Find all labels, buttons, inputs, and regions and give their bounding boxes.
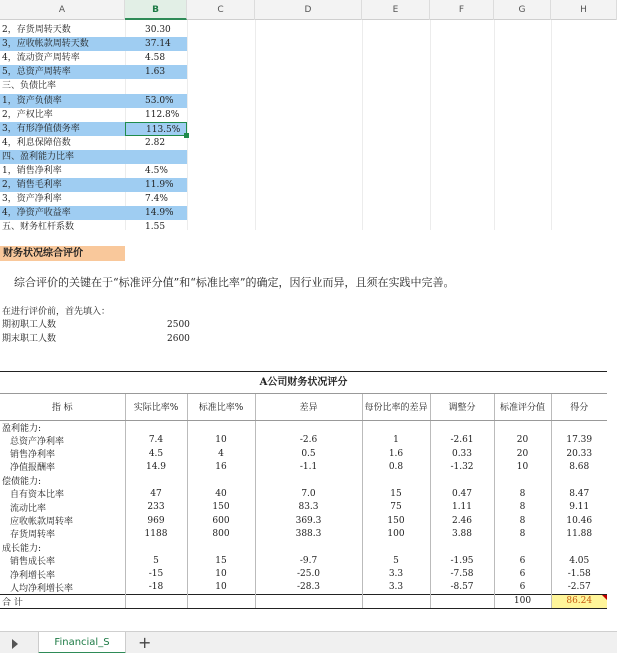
score-value-cell[interactable]: 6	[494, 581, 551, 595]
score-value-cell[interactable]: -1.95	[430, 554, 494, 567]
score-value-cell[interactable]: 0.8	[362, 460, 430, 473]
ratio-row	[0, 23, 617, 37]
score-header-cell[interactable]: 调整分	[430, 394, 494, 420]
score-value-cell[interactable]: 1.6	[362, 447, 430, 460]
score-value-cell[interactable]: 15	[187, 554, 255, 567]
score-value-cell[interactable]	[187, 420, 255, 434]
score-value-cell[interactable]: 15	[362, 487, 430, 500]
column-header-c[interactable]: C	[187, 0, 255, 20]
score-value-cell[interactable]: 8	[494, 487, 551, 500]
score-value-cell[interactable]: 3.88	[430, 527, 494, 540]
column-header-bar	[0, 0, 617, 20]
score-value-cell[interactable]: 1.11	[430, 500, 494, 513]
total-score-cell[interactable]: 86.24	[551, 594, 607, 608]
ratio-value-cell[interactable]: 1.63	[125, 65, 187, 79]
intro-text[interactable]: 综合评价的关键在于“标准评分值”和“标准比率”的确定，因行业而异，且须在实践中完善。	[14, 276, 455, 289]
score-value-cell[interactable]: 5	[362, 554, 430, 567]
score-value-cell[interactable]	[125, 541, 187, 554]
ratio-row	[0, 178, 617, 192]
score-value-cell[interactable]: 0.5	[255, 447, 362, 460]
score-group-label[interactable]: 成长能力:	[2, 543, 42, 554]
employee-row	[2, 332, 192, 346]
employee-row	[2, 318, 192, 332]
score-value-cell[interactable]	[125, 474, 187, 487]
score-row	[0, 514, 607, 527]
score-value-cell[interactable]: 7.0	[255, 487, 362, 500]
score-value-cell[interactable]: 369.3	[255, 514, 362, 527]
add-sheet-button[interactable]: +	[138, 633, 152, 652]
ratio-row	[0, 122, 617, 136]
score-value-cell[interactable]: 150	[362, 514, 430, 527]
ratio-value-cell[interactable]: 1.55	[145, 222, 166, 233]
ratio-row	[0, 150, 617, 164]
score-indicator-cell[interactable]: 应收帐款周转率	[10, 517, 74, 528]
section-title[interactable]: 财务状况综合评价	[0, 246, 125, 261]
empty-cell[interactable]	[362, 594, 430, 608]
score-value-cell[interactable]: -2.6	[255, 434, 362, 447]
score-indicator-cell[interactable]: 净利增长率	[10, 570, 56, 581]
score-value-cell[interactable]: 1188	[125, 527, 187, 540]
score-value-cell[interactable]: 8	[494, 500, 551, 513]
score-row	[0, 527, 607, 540]
ratio-label-cell[interactable]: 3，应收帐款周转天数	[0, 37, 125, 51]
ratio-row	[0, 108, 617, 122]
column-header-f[interactable]: F	[430, 0, 494, 20]
ratio-label-cell[interactable]: 五、财务杠杆系数	[2, 222, 75, 233]
score-row	[0, 460, 607, 473]
score-value-cell[interactable]	[551, 474, 607, 487]
score-value-cell[interactable]	[255, 420, 362, 434]
score-value-cell[interactable]: 10	[494, 460, 551, 473]
score-value-cell[interactable]: 2.46	[430, 514, 494, 527]
score-total-row	[0, 594, 607, 608]
score-value-cell[interactable]	[430, 541, 494, 554]
score-row	[0, 434, 607, 447]
score-table	[0, 371, 607, 609]
ratio-label-cell[interactable]: 2，产权比率	[2, 109, 53, 120]
score-value-cell[interactable]: -2.57	[551, 581, 607, 595]
ratio-label-cell[interactable]: 5，总资产周转率	[0, 65, 125, 79]
score-value-cell[interactable]: -7.58	[430, 567, 494, 580]
score-value-cell[interactable]	[551, 541, 607, 554]
score-value-cell[interactable]: 20	[494, 447, 551, 460]
ratio-value-cell[interactable]: 112.8%	[145, 109, 180, 120]
score-value-cell[interactable]: -1.1	[255, 460, 362, 473]
column-header-d[interactable]: D	[255, 0, 362, 20]
score-table-title[interactable]: A公司财务状况评分	[0, 372, 607, 394]
column-header-h[interactable]: H	[551, 0, 617, 20]
score-value-cell[interactable]: 4.05	[551, 554, 607, 567]
ratio-label-cell[interactable]: 4，利息保障倍数	[2, 137, 71, 148]
empty-cell[interactable]	[187, 594, 255, 608]
score-value-cell[interactable]: -1.58	[551, 567, 607, 580]
score-indicator-cell[interactable]: 销售净利率	[10, 450, 56, 461]
score-value-cell[interactable]	[430, 420, 494, 434]
score-value-cell[interactable]	[494, 541, 551, 554]
ratio-value-cell[interactable]	[125, 150, 187, 164]
score-value-cell[interactable]: 16	[187, 460, 255, 473]
score-value-cell[interactable]	[362, 474, 430, 487]
column-header-b[interactable]: B	[125, 0, 187, 20]
empty-cell[interactable]	[255, 594, 362, 608]
score-value-cell[interactable]: 83.3	[255, 500, 362, 513]
score-row	[0, 487, 607, 500]
score-value-cell[interactable]	[362, 541, 430, 554]
ratio-label-cell[interactable]: 三、负债比率	[2, 81, 57, 92]
score-value-cell[interactable]: -2.61	[430, 434, 494, 447]
score-value-cell[interactable]	[187, 474, 255, 487]
score-row	[0, 581, 607, 595]
column-header-g[interactable]: G	[494, 0, 551, 20]
ratio-row	[0, 65, 617, 79]
sheet-tab-financial[interactable]: Financial_S	[38, 632, 126, 653]
total-label-cell[interactable]: 合 计	[0, 594, 125, 608]
ratio-label-cell[interactable]: 1，销售净利率	[2, 166, 62, 176]
score-value-cell[interactable]	[430, 474, 494, 487]
score-indicator-cell[interactable]: 存货周转率	[10, 530, 56, 541]
score-value-cell[interactable]: 0.33	[430, 447, 494, 460]
score-value-cell[interactable]: 600	[187, 514, 255, 527]
score-value-cell[interactable]: 800	[187, 527, 255, 540]
score-indicator-cell[interactable]: 总资产净利率	[10, 436, 65, 447]
score-value-cell[interactable]	[125, 420, 187, 434]
ratio-row	[0, 164, 617, 178]
score-value-cell[interactable]: 17.39	[551, 434, 607, 447]
ratio-label-cell[interactable]: 2，存货周转天数	[2, 25, 71, 35]
ratio-row	[0, 94, 617, 108]
score-value-cell[interactable]	[494, 474, 551, 487]
score-value-cell[interactable]: 4	[187, 447, 255, 460]
score-value-cell[interactable]	[494, 420, 551, 434]
ratio-row	[0, 136, 617, 150]
score-value-cell[interactable]: 40	[187, 487, 255, 500]
score-indicator-cell[interactable]: 人均净利增长率	[10, 583, 74, 594]
ratio-row	[0, 79, 617, 93]
employee-value-cell[interactable]: 2600	[167, 334, 190, 344]
employee-value-cell[interactable]: 2500	[167, 320, 190, 330]
score-value-cell[interactable]	[362, 420, 430, 434]
ratio-value-cell[interactable]: 14.9%	[125, 206, 187, 220]
employee-label: 期末职工人数	[2, 334, 57, 344]
score-indicator-cell[interactable]: 自有资本比率	[10, 490, 65, 501]
score-value-cell[interactable]: -15	[125, 567, 187, 580]
ratio-value-cell[interactable]: 53.0%	[125, 94, 187, 108]
score-value-cell[interactable]: 3.3	[362, 581, 430, 595]
score-indicator-cell[interactable]: 流动比率	[10, 503, 47, 514]
score-value-cell[interactable]: 8	[494, 527, 551, 540]
score-value-cell[interactable]: 8.47	[551, 487, 607, 500]
score-value-cell[interactable]: 47	[125, 487, 187, 500]
ratio-row	[0, 51, 617, 65]
score-value-cell[interactable]: 10	[187, 581, 255, 595]
score-value-cell[interactable]: 11.88	[551, 527, 607, 540]
score-value-cell[interactable]: -18	[125, 581, 187, 595]
score-header-cell[interactable]: 指 标	[0, 394, 125, 420]
score-value-cell[interactable]: 6	[494, 567, 551, 580]
ratio-value-cell[interactable]	[125, 79, 187, 93]
score-group-label[interactable]: 盈利能力:	[2, 423, 42, 434]
score-value-cell[interactable]: 0.47	[430, 487, 494, 500]
sheet-tab-bar	[0, 631, 617, 653]
score-row	[0, 420, 607, 434]
ratio-label-cell[interactable]: 4，净资产收益率	[0, 206, 125, 220]
total-standard-cell[interactable]: 100	[494, 594, 551, 608]
prenote-text[interactable]: 在进行评价前，首先填入：	[2, 307, 111, 317]
score-value-cell[interactable]: -1.32	[430, 460, 494, 473]
score-value-cell[interactable]	[255, 474, 362, 487]
score-value-cell[interactable]: 4.5	[125, 447, 187, 460]
score-value-cell[interactable]: 8.68	[551, 460, 607, 473]
score-value-cell[interactable]: 100	[362, 527, 430, 540]
empty-cell[interactable]	[430, 594, 494, 608]
score-value-cell[interactable]: 7.4	[125, 434, 187, 447]
score-value-cell[interactable]: -25.0	[255, 567, 362, 580]
score-value-cell[interactable]: -28.3	[255, 581, 362, 595]
score-indicator-cell[interactable]: 净值报酬率	[10, 463, 56, 474]
score-value-cell[interactable]: 388.3	[255, 527, 362, 540]
tab-scroll-right-icon[interactable]	[12, 639, 18, 649]
score-value-cell[interactable]: 3.3	[362, 567, 430, 580]
score-header-cell[interactable]: 得分	[551, 394, 607, 420]
ratio-label-cell[interactable]: 2，销售毛利率	[0, 178, 125, 192]
ratio-row	[0, 220, 617, 234]
score-value-cell[interactable]: 9.11	[551, 500, 607, 513]
score-value-cell[interactable]: 1	[362, 434, 430, 447]
ratio-row	[0, 37, 617, 51]
ratio-label-cell[interactable]: 3，资产净利率	[2, 194, 62, 205]
column-header-a[interactable]: A	[0, 0, 125, 20]
ratio-value-cell[interactable]: 11.9%	[125, 178, 187, 192]
ratio-value-cell[interactable]: 2.82	[145, 137, 166, 148]
ratio-row	[0, 192, 617, 206]
score-row	[0, 447, 607, 460]
score-value-cell[interactable]: 20	[494, 434, 551, 447]
score-value-cell[interactable]: 75	[362, 500, 430, 513]
score-row	[0, 500, 607, 513]
ratio-row	[0, 206, 617, 220]
selected-cell[interactable]: 113.5%	[125, 122, 187, 136]
score-header-cell[interactable]: 标准评分值	[494, 394, 551, 420]
score-header-cell[interactable]: 每份比率的差异	[362, 394, 430, 420]
ratio-label-cell[interactable]: 1，资产负债率	[0, 94, 125, 108]
score-row	[0, 567, 607, 580]
score-value-cell[interactable]: 233	[125, 500, 187, 513]
score-value-cell[interactable]: 14.9	[125, 460, 187, 473]
score-value-cell[interactable]: 8	[494, 514, 551, 527]
ratio-value-cell[interactable]: 37.14	[125, 37, 187, 51]
score-indicator-cell[interactable]: 销售成长率	[10, 557, 56, 568]
score-value-cell[interactable]	[551, 420, 607, 434]
score-header-cell[interactable]: 实际比率%	[125, 394, 187, 420]
score-group-label[interactable]: 偿债能力:	[2, 476, 42, 487]
ratio-label-cell[interactable]: 4，流动资产周转率	[2, 53, 80, 64]
score-value-cell[interactable]: 150	[187, 500, 255, 513]
ratio-value-cell[interactable]: 7.4%	[145, 194, 168, 205]
score-row	[0, 474, 607, 487]
score-value-cell[interactable]: 10	[187, 434, 255, 447]
score-value-cell[interactable]	[255, 541, 362, 554]
score-value-cell[interactable]: -8.57	[430, 581, 494, 595]
employee-label: 期初职工人数	[2, 320, 57, 330]
score-value-cell[interactable]	[187, 541, 255, 554]
score-header-cell[interactable]: 差异	[255, 394, 362, 420]
ratio-value-cell[interactable]: 30.30	[145, 25, 171, 35]
column-header-e[interactable]: E	[362, 0, 430, 20]
ratio-value-cell[interactable]: 4.58	[145, 53, 166, 64]
score-value-cell[interactable]: 10	[187, 567, 255, 580]
score-table-header	[0, 394, 607, 420]
score-value-cell[interactable]: 20.33	[551, 447, 607, 460]
score-value-cell[interactable]: 969	[125, 514, 187, 527]
score-header-cell[interactable]: 标准比率%	[187, 394, 255, 420]
score-row	[0, 541, 607, 554]
score-row	[0, 554, 607, 567]
ratio-label-cell[interactable]: 四、盈利能力比率	[0, 150, 125, 164]
score-value-cell[interactable]: 6	[494, 554, 551, 567]
score-value-cell[interactable]: 5	[125, 554, 187, 567]
ratio-label-cell[interactable]: 3，有形净值债务率	[0, 122, 125, 136]
ratio-value-cell[interactable]: 4.5%	[145, 166, 168, 176]
empty-cell[interactable]	[125, 594, 187, 608]
score-value-cell[interactable]: 10.46	[551, 514, 607, 527]
score-value-cell[interactable]: -9.7	[255, 554, 362, 567]
